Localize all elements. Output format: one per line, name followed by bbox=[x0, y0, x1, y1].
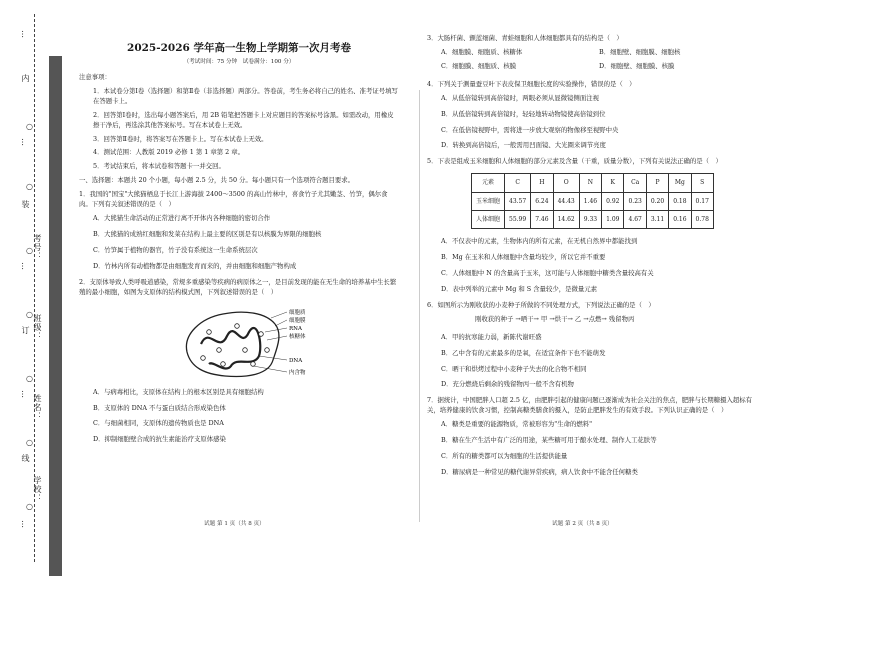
table-header-cell: C bbox=[505, 174, 531, 192]
binding-hole-mark: ○ bbox=[26, 246, 33, 255]
label-cell-membrane: 细胞膜 bbox=[289, 317, 306, 324]
exam-subtitle: （考试时间：75 分钟 试卷满分：100 分） bbox=[183, 59, 295, 66]
table-cell: 0.20 bbox=[646, 192, 668, 210]
name-field-label: 姓名： bbox=[33, 394, 42, 421]
table-cell: 9.33 bbox=[579, 210, 601, 228]
section-heading: 一、选择题：本题共 20 个小题，每小题 2.5 分，共 50 分。每小题只有一个选项符合题目要求。 bbox=[79, 176, 355, 185]
note-item: 4．测试范围：人教版 2019 必修 1 第 1 章第 2 章。 bbox=[93, 148, 245, 157]
table-cell: 1.46 bbox=[579, 192, 601, 210]
table-cell: 0.78 bbox=[691, 210, 713, 228]
mycoplasma-diagram bbox=[179, 304, 319, 382]
note-item: 3．回答第Ⅱ卷时，将答案写在答题卡上。写在本试卷上无效。 bbox=[93, 134, 268, 143]
question-1-option: B．大熊猫的成熟红细胞和发菜在结构上最主要的区别是有以核膜为界限的细胞核 bbox=[93, 229, 322, 238]
binding-hole-mark: ○ bbox=[26, 438, 33, 447]
question-3-options bbox=[427, 48, 757, 72]
binding-label: 线 bbox=[21, 454, 30, 463]
question-1-option: D．竹林内所有动植物都是由细胞发育而来的，并由细胞和细胞产物构成 bbox=[93, 261, 297, 270]
table-cell: 0.17 bbox=[691, 192, 713, 210]
table-cell: 0.23 bbox=[624, 192, 646, 210]
school-field-label: 学校： bbox=[33, 476, 42, 503]
question-5-option: C．人体细胞中 N 的含量高于玉米，这可能与人体细胞中糖类含量较高有关 bbox=[441, 269, 654, 278]
table-cell: 4.67 bbox=[624, 210, 646, 228]
exam-number-field-label: 考号： bbox=[33, 234, 42, 261]
table-header-cell: 元素 bbox=[472, 174, 505, 192]
table-header-cell: Ca bbox=[624, 174, 646, 192]
question-5: 5．下表是组成玉米细胞和人体细胞的部分元素及含量（干重，质量分数），下列有关说法正确的是（ ） bbox=[427, 157, 722, 166]
question-1-option: A．大熊猫生命活动的正常进行离不开体内各种细胞的密切合作 bbox=[93, 214, 271, 223]
question-2: 2．支原体导致人类呼吸道感染，常规多重感染等疾病的病原体之一，是目前发现的能在无生命的培养基中生长繁殖的最小细胞，如图为支原体的结构模式图，下列叙述错误的是（ ） bbox=[79, 277, 397, 296]
binding-label: … bbox=[20, 390, 29, 399]
label-cytoplasm: 细胞质 bbox=[289, 309, 306, 316]
table-header-cell: O bbox=[553, 174, 579, 192]
question-7-option: C．所有的糖类都可以为细胞的生活提供能量 bbox=[441, 452, 568, 461]
question-3-option: C．细胞膜、细胞质、核膜 bbox=[441, 61, 517, 70]
table-header-cell: N bbox=[579, 174, 601, 192]
class-field-label: 班级： bbox=[33, 314, 42, 341]
table-cell: 55.99 bbox=[505, 210, 531, 228]
label-leaders bbox=[253, 312, 287, 372]
table-header-cell: Mg bbox=[669, 174, 691, 192]
table-cell: 0.18 bbox=[669, 192, 691, 210]
binding-label: … bbox=[20, 138, 29, 147]
binding-margin bbox=[14, 14, 67, 562]
binding-label: 装 bbox=[21, 200, 30, 209]
question-4-option: D．转换到高倍镜后，一般需用凹面镜、大光圈来调节亮度 bbox=[441, 141, 606, 150]
exam-title: 2025-2026 学年高一生物上学期第一次月考卷 bbox=[127, 42, 351, 54]
table-header-cell: K bbox=[602, 174, 624, 192]
question-3: 3．大肠杆菌、颤蓝细菌、青蛙细胞和人体细胞都具有的结构是（ ） bbox=[427, 34, 623, 42]
label-rna: RNA bbox=[289, 325, 302, 332]
question-4-option: B．从低倍镜转到高倍镜时，轻轻地转动物镜使高倍镜到位 bbox=[441, 109, 606, 118]
page-divider bbox=[419, 90, 420, 522]
question-6: 6．如图所示为刚收获的小麦种子所做的不同处理方式，下列说法正确的是（ ） bbox=[427, 300, 655, 309]
table-cell: 1.09 bbox=[602, 210, 624, 228]
question-5-option: B．Mg 在玉米和人体细胞中含量均较少，所以它并不重要 bbox=[441, 253, 606, 262]
table-header-cell: P bbox=[646, 174, 668, 192]
exam-page-1 bbox=[79, 34, 399, 451]
label-ribosome: 核糖体 bbox=[289, 333, 306, 340]
question-6-option: A．甲的抗寒能力弱，新陈代谢旺盛 bbox=[441, 332, 542, 341]
ribosome-dots bbox=[201, 323, 270, 366]
question-5-option: D．表中列举的元素中 Mg 和 S 含量较少，是微量元素 bbox=[441, 284, 598, 293]
page-2-footer: 试题 第 2 页（共 8 页） bbox=[552, 521, 613, 527]
question-7-option: D．糖尿病是一种常见的糖代谢异常疾病，病人饮食中不能含任何糖类 bbox=[441, 468, 638, 477]
question-2-option: C．与细菌相同，支原体的遗传物质也是 DNA bbox=[93, 419, 224, 428]
label-inclusion: 内含物 bbox=[289, 369, 306, 376]
binding-hole-mark: ○ bbox=[26, 310, 33, 319]
binding-label: … bbox=[20, 30, 29, 39]
table-header-row bbox=[472, 174, 714, 192]
binding-hole-mark: ○ bbox=[26, 502, 33, 511]
question-2-option: B．支原体的 DNA 不与蛋白质结合形成染色体 bbox=[93, 403, 226, 412]
page-1-footer: 试题 第 1 页（共 8 页） bbox=[204, 521, 265, 527]
binding-bar bbox=[49, 56, 62, 576]
table-cell: 3.11 bbox=[646, 210, 668, 228]
question-3-option: D．细胞壁、细胞膜、核膜 bbox=[599, 61, 675, 70]
question-4-option: A．从低倍镜转到高倍镜时，两眼必须从显微镜侧面注视 bbox=[441, 93, 599, 102]
question-4: 4．下列关于测量蚕豆叶下表皮保卫细胞长度的实验操作，错误的是（ ） bbox=[427, 79, 636, 88]
binding-hole-mark: ○ bbox=[26, 122, 33, 131]
table-cell: 0.16 bbox=[669, 210, 691, 228]
binding-label: 内 bbox=[21, 74, 30, 83]
label-dna: DNA bbox=[289, 357, 303, 364]
question-5-option: A．不仅表中的元素，生物体内的所有元素，在无机自然界中都能找到 bbox=[441, 237, 638, 246]
table-row bbox=[472, 192, 714, 210]
table-header-cell: S bbox=[691, 174, 713, 192]
table-cell: 0.92 bbox=[602, 192, 624, 210]
question-2-option: D．抑制细胞壁合成的抗生素能治疗支原体感染 bbox=[93, 435, 226, 444]
binding-hole-mark: ○ bbox=[26, 182, 33, 191]
question-7-option: A．糖类是重要的能源物质，常被形容为"生命的燃料" bbox=[441, 420, 593, 429]
binding-hole-mark: ○ bbox=[26, 374, 33, 383]
question-6-option: D．充分燃烧后剩余的残留物丙一般不含有机物 bbox=[441, 380, 574, 389]
question-7: 7．据统计，中国肥胖人口超 2.5 亿，由肥胖引起的健康问题已逐渐成为社会关注的焦点，肥胖与长期糖摄入超标有关，培养健康的饮食习惯，控制高糖类膳食的摄入，是防止肥胖发生的有效手段。下列认识正确的是（ ） bbox=[427, 396, 753, 415]
table-cell: 6.24 bbox=[531, 192, 553, 210]
table-row bbox=[472, 210, 714, 228]
note-item: 5．考试结束后，将本试卷和答题卡一并交回。 bbox=[93, 162, 225, 171]
table-cell: 14.62 bbox=[553, 210, 579, 228]
question-3-option: A．细胞膜、细胞质、核糖体 bbox=[441, 47, 523, 56]
binding-label: … bbox=[20, 262, 29, 271]
question-7-option: B．糖在生产生活中有广泛的用途，某些糖可用于酿水处理、制作人工花肤等 bbox=[441, 436, 657, 445]
question-1: 1．我国的"国宝"大熊猫栖息于长江上游海拔 2400～3500 的高山竹林中，喜食竹子尤其嫩茎、竹笋，偶尔食肉。下列有关叙述错误的是（ ） bbox=[79, 190, 388, 209]
question-6-flow: 刚收获的种子 →晒干→ 甲 →烘干→ 乙 →点燃→ 残留物丙 bbox=[475, 314, 635, 323]
table-cell: 7.46 bbox=[531, 210, 553, 228]
question-2-option: A．与病毒相比，支原体在结构上的根本区别是具有细胞结构 bbox=[93, 387, 264, 396]
exam-page-2 bbox=[427, 34, 757, 484]
question-1-option: C．竹笋属于植物的器官，竹子没有系统这一生命系统层次 bbox=[93, 245, 258, 254]
question-4-option: C．在低倍镜视野中，需将进一步放大观察的物像移至视野中央 bbox=[441, 125, 619, 134]
binding-label: … bbox=[20, 520, 29, 529]
table-cell: 43.57 bbox=[505, 192, 531, 210]
table-header-cell: H bbox=[531, 174, 553, 192]
table-cell: 人体细胞 bbox=[472, 210, 505, 228]
question-6-option: B．乙中含有的元素最多的是氧，在适宜条件下也不能萌发 bbox=[441, 348, 606, 357]
table-cell: 44.43 bbox=[553, 192, 579, 210]
cell-membrane-outline bbox=[186, 312, 279, 376]
question-3-option: B．细胞壁、细胞膜、细胞核 bbox=[599, 47, 681, 56]
question-6-option: C．晒干和烘烤过程中小麦种子失去的化合物不相同 bbox=[441, 364, 587, 373]
note-item: 1．本试卷分第Ⅰ卷（选择题）和第Ⅱ卷（非选择题）两部分。答卷前，考生务必将自己的姓名、准考证号填写在答题卡上。 bbox=[93, 86, 398, 105]
binding-label: 订 bbox=[21, 326, 30, 335]
element-content-table bbox=[471, 173, 714, 229]
note-item: 2．回答第Ⅰ卷时，选出每小题答案后，用 2B 铅笔把答题卡上对应题目的答案标号涂黑。如需改动，用橡皮擦干净后，再选涂其他答案标号。写在本试卷上无效。 bbox=[93, 110, 394, 129]
notes-heading: 注意事项： bbox=[79, 72, 111, 81]
table-cell: 玉米细胞 bbox=[472, 192, 505, 210]
